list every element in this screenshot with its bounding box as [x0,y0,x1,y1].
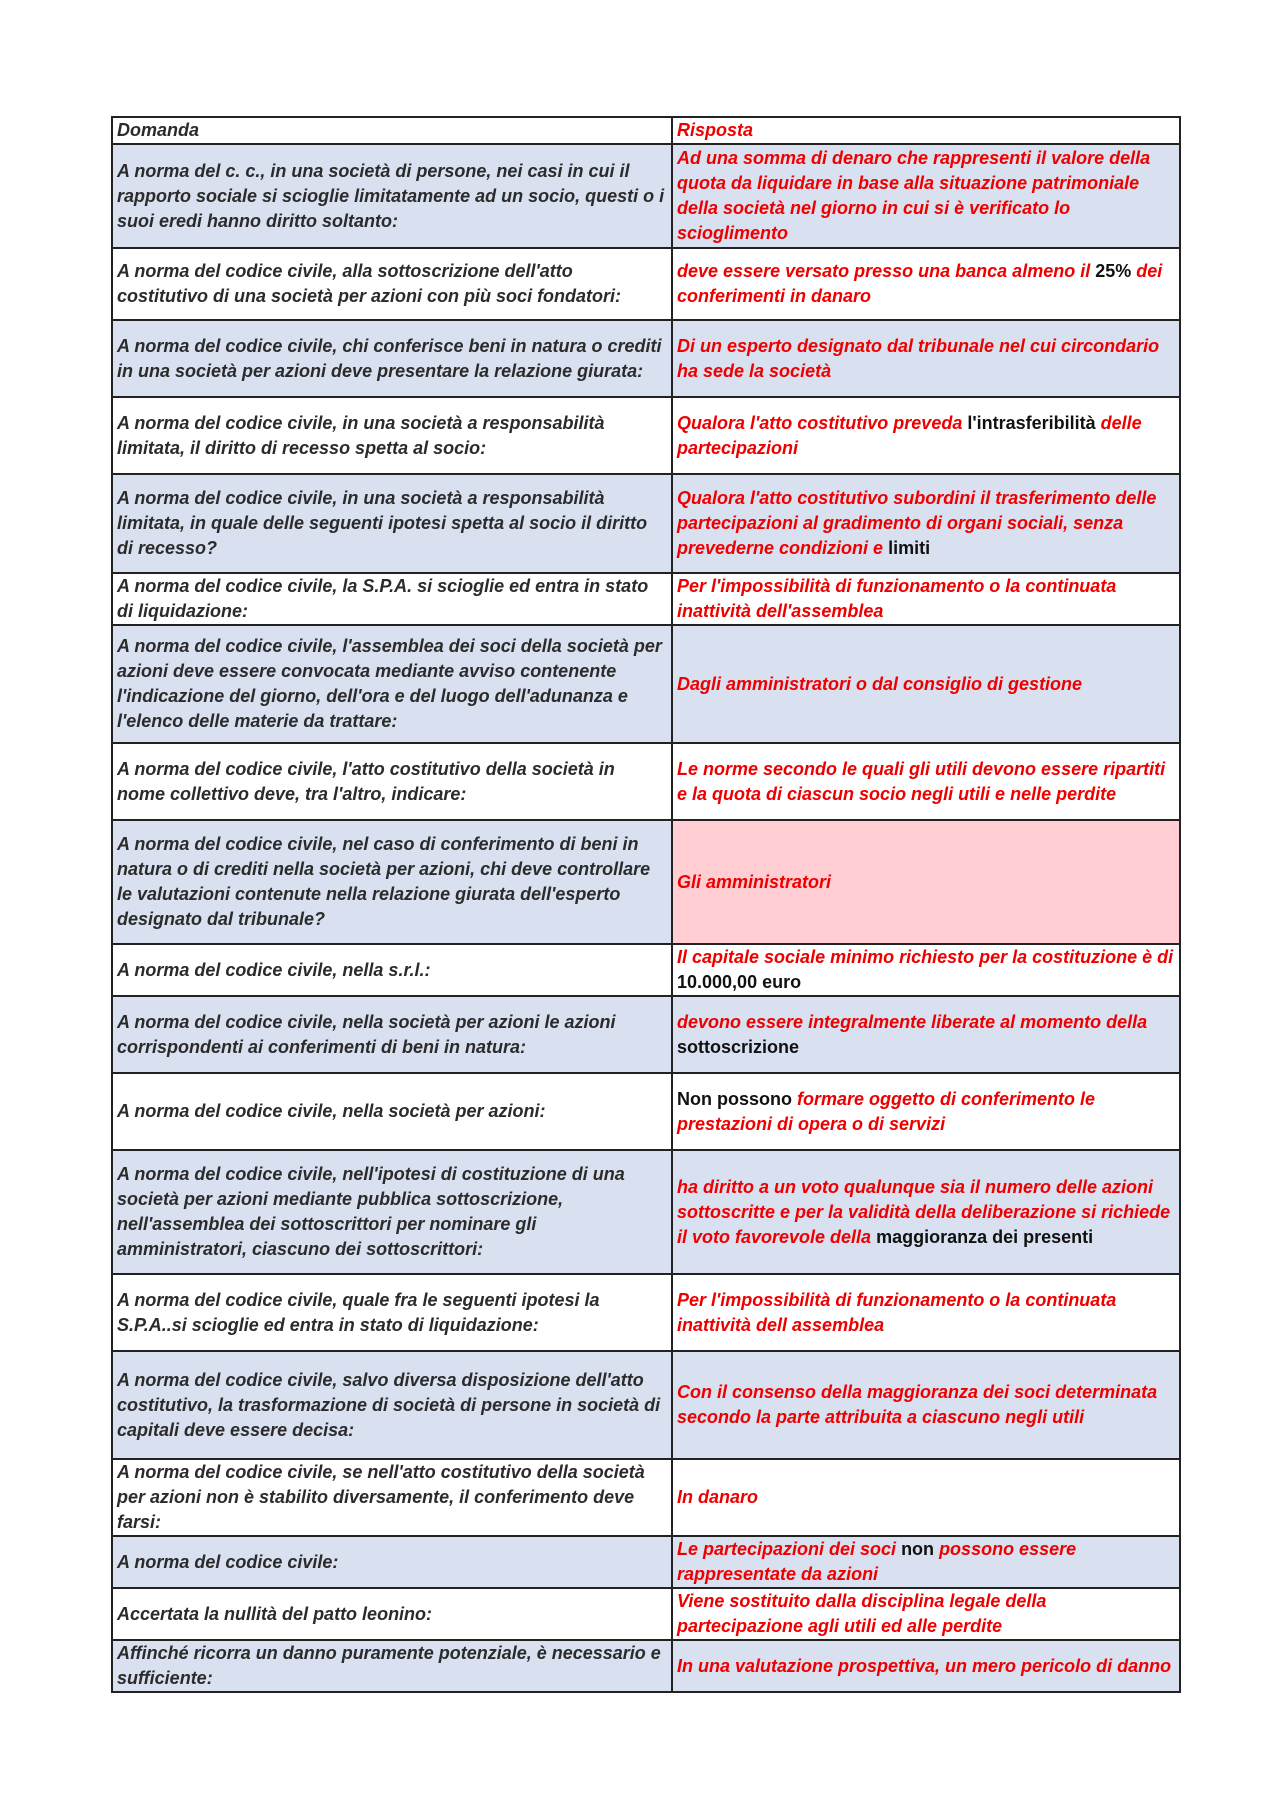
answer-cell [672,1459,1180,1536]
answer-text: delle partecipazioni [677,412,1142,458]
question-cell: A norma del codice civile, chi conferisce beni in natura o crediti in una società per azioni deve presentare la relazione giurata: [112,320,672,397]
table-row [112,248,1180,320]
question-cell: A norma del codice civile, nella società per azioni: [112,1073,672,1150]
answer-cell [672,1150,1180,1274]
table-row [112,1640,1180,1692]
answer-text: Qualora l'atto costitutivo preveda [677,412,968,433]
answer-cell [672,573,1180,625]
question-cell: A norma del codice civile, in una società a responsabilità limitata, il diritto di recesso spetta al socio: [112,397,672,474]
question-cell: A norma del codice civile, l'assemblea dei soci della società per azioni deve essere convocata mediante avviso contenente l'indicazione del giorno, dell'ora e del luogo dell'adunanza e l'elenco delle materie da trattare: [112,625,672,743]
answer-text: In danaro [677,1487,759,1507]
question-cell: A norma del codice civile: [112,1536,672,1588]
answer-text: Dagli amministratori o dal consiglio di gestione [677,673,1083,694]
question-cell: A norma del codice civile, nel caso di conferimento di beni in natura o di crediti nella società per azioni, chi deve controllare le valutazioni contenute nella relazione giurata dell'esperto designato dal tribunale? [112,820,672,944]
answer-text: Il capitale sociale minimo richiesto per la costituzione è di [677,947,1174,967]
answer-text: deve essere versato presso una banca almeno il [677,261,1096,281]
answer-cell [672,320,1180,397]
answer-emphasis: Non possono [677,1088,792,1109]
table-row [112,820,1180,944]
answer-text: dei conferimenti in danaro [677,261,1163,306]
answer-text: Per l'impossibilità di funzionamento o la continuata inattività dell assemblea [677,1289,1117,1335]
answer-text: Le partecipazioni dei soci [677,1539,902,1559]
answer-cell [672,625,1180,743]
question-cell: A norma del codice civile, l'atto costitutivo della società in nome collettivo deve, tra l'altro, indicare: [112,743,672,820]
answer-emphasis: limiti [888,538,931,558]
answer-emphasis: non [901,1539,935,1559]
answer-emphasis: l'intrasferibilità [967,412,1096,433]
answer-cell [672,1640,1180,1692]
table-row [112,1073,1180,1150]
header-answer: Risposta [672,117,1180,144]
answer-cell [672,944,1180,996]
table-row [112,320,1180,397]
answer-cell [672,1588,1180,1640]
table-row [112,397,1180,474]
question-cell: A norma del codice civile, nella s.r.l.: [112,944,672,996]
answer-emphasis: 10.000,00 euro [677,972,802,992]
table-row [112,474,1180,573]
question-cell: Affinché ricorra un danno puramente potenziale, è necessario e sufficiente: [112,1640,672,1692]
table-row [112,1150,1180,1274]
answer-text: Qualora l'atto costitutivo subordini il trasferimento delle partecipazioni al gradimento di organi sociali, senza prevederne condizioni e [677,488,1157,558]
answer-text: Ad una somma di denaro che rappresenti il valore della quota da liquidare in base alla situazione patrimoniale della società nel giorno in cui si è verificato lo scioglimento [677,148,1151,243]
table-row [112,1274,1180,1351]
header-question: Domanda [112,117,672,144]
answer-cell [672,996,1180,1073]
answer-emphasis: maggioranza dei presenti [876,1226,1094,1247]
answer-emphasis: sottoscrizione [677,1036,800,1057]
table-row [112,1588,1180,1640]
answer-emphasis: 25% [1095,261,1132,281]
question-cell: A norma del codice civile, nell'ipotesi di costituzione di una società per azioni mediante pubblica sottoscrizione, nell'assemblea dei sottoscrittori per nominare gli amministratori, ciascuno dei sottoscrittori: [112,1150,672,1274]
answer-cell [672,1073,1180,1150]
answer-text: Per l'impossibilità di funzionamento o la continuata inattività dell'assemblea [677,576,1117,621]
answer-cell-highlighted [672,820,1180,944]
answer-text: Di un esperto designato dal tribunale nel cui circondario ha sede la società [677,335,1160,381]
table-row [112,625,1180,743]
question-cell: A norma del codice civile, quale fra le seguenti ipotesi la S.P.A..si scioglie ed entra in stato di liquidazione: [112,1274,672,1351]
answer-text: ha diritto a un voto qualunque sia il numero delle azioni sottoscritte e per la validità della deliberazione si richiede il voto favorevole della [677,1176,1171,1247]
answer-cell [672,474,1180,573]
answer-text: devono essere integralmente liberate al momento della [677,1011,1148,1032]
question-cell: A norma del codice civile, la S.P.A. si scioglie ed entra in stato di liquidazione: [112,573,672,625]
question-cell: A norma del codice civile, nella società per azioni le azioni corrispondenti ai conferimenti di beni in natura: [112,996,672,1073]
answer-text: Viene sostituito dalla disciplina legale della partecipazione agli utili ed alle perdite [677,1591,1047,1636]
qa-table [111,116,1181,1693]
answer-cell [672,144,1180,248]
table-row [112,1351,1180,1459]
question-cell: A norma del codice civile, alla sottoscrizione dell'atto costitutivo di una società per azioni con più soci fondatori: [112,248,672,320]
answer-text: Le norme secondo le quali gli utili devono essere ripartiti e la quota di ciascun socio negli utili e nelle perdite [677,758,1166,804]
answer-text: formare oggetto di conferimento le prestazioni di opera o di servizi [677,1088,1096,1134]
question-cell: A norma del c. c., in una società di persone, nei casi in cui il rapporto sociale si scioglie limitatamente ad un socio, questi o i suoi eredi hanno diritto soltanto: [112,144,672,248]
answer-cell [672,1351,1180,1459]
table-row [112,573,1180,625]
answer-cell [672,1536,1180,1588]
question-cell: A norma del codice civile, se nell'atto costitutivo della società per azioni non è stabilito diversamente, il conferimento deve farsi: [112,1459,672,1536]
answer-text: Con il consenso della maggioranza dei soci determinata secondo la parte attribuita a ciascuno negli utili [677,1382,1158,1427]
question-cell: Accertata la nullità del patto leonino: [112,1588,672,1640]
answer-cell [672,743,1180,820]
table-row [112,1459,1180,1536]
table-row [112,996,1180,1073]
answer-text: Gli amministratori [677,871,832,892]
question-cell: A norma del codice civile, salvo diversa disposizione dell'atto costitutivo, la trasformazione di società di persone in società di capitali deve essere decisa: [112,1351,672,1459]
question-cell: A norma del codice civile, in una società a responsabilità limitata, in quale delle seguenti ipotesi spetta al socio il diritto di recesso? [112,474,672,573]
table-row [112,1536,1180,1588]
table-row [112,743,1180,820]
table-row [112,944,1180,996]
answer-cell [672,397,1180,474]
table-row [112,144,1180,248]
answer-text: possono essere rappresentate da azioni [677,1539,1077,1584]
header-row [112,117,1180,144]
answer-cell [672,248,1180,320]
answer-cell [672,1274,1180,1351]
answer-text: In una valutazione prospettiva, un mero pericolo di danno [677,1655,1172,1676]
